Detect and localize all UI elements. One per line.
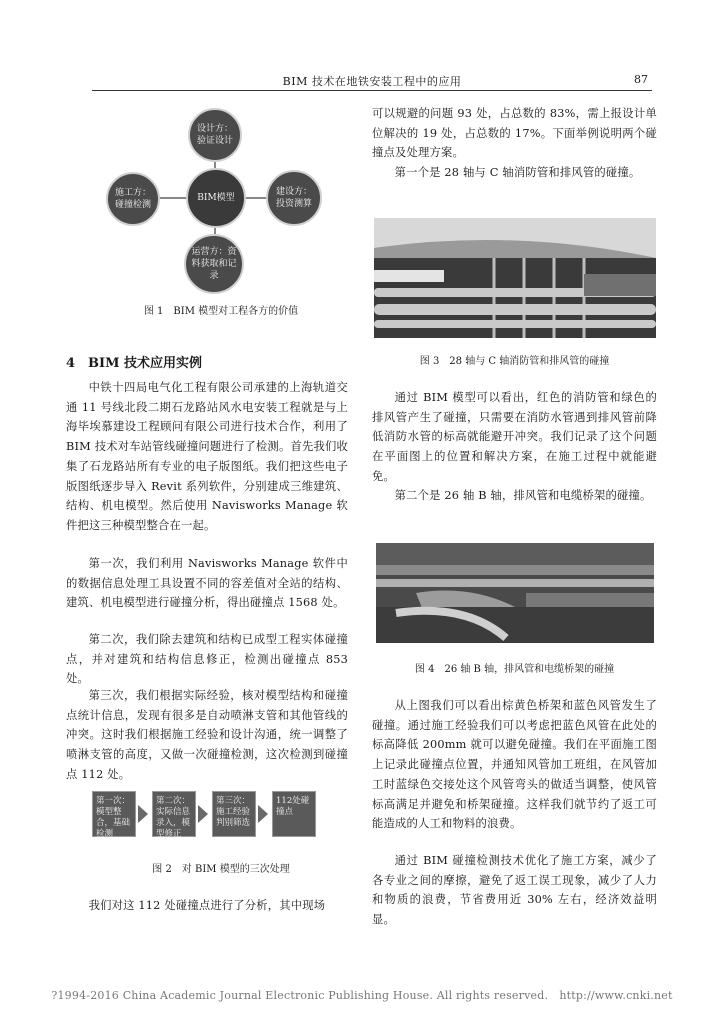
arrow-icon <box>198 805 208 823</box>
node-operator: 运营方：资料获取和记录 <box>184 234 244 294</box>
figure-2-caption: 图 2 对 BIM 模型的三次处理 <box>152 864 290 875</box>
figure-2-flowchart <box>92 785 322 843</box>
node-contractor: 施工方：碰撞检测 <box>106 172 160 226</box>
left-paragraph-2: 第一次，我们利用 Navisworks Manage 软件中的数据信息处理工具设置不同的容差值对全站的结构、建筑、机电模型进行碰撞分析，得出碰撞点 1568 处。 <box>66 557 348 610</box>
page-number: 87 <box>634 73 648 86</box>
figure-1-caption: 图 1 BIM 模型对工程各方的价值 <box>143 306 299 317</box>
arrow-icon <box>258 805 268 823</box>
figure-4-render <box>376 543 654 643</box>
copyright-footer: ?1994-2016 China Academic Journal Electronic Publishing House. All rights reserved. http://www.cnki.net <box>51 989 673 1002</box>
figure-1-diagram <box>104 106 326 296</box>
figure-4-photo <box>376 543 654 643</box>
step-2-box: 第二次：实际信息录入，模型修正 <box>152 791 196 837</box>
right-paragraph-1: 可以规避的问题 93 处，占总数的 83%，需上报设计单位解决的 19 处，占总数的 17%。下面举例说明两个碰撞点及处理方案。 <box>372 107 657 160</box>
left-paragraph-5: 我们对这 112 处碰撞点进行了分析，其中现场 <box>88 899 326 912</box>
step-3-box: 第三次：施工经验判别筛选 <box>212 791 256 837</box>
node-owner: 建设方：投资测算 <box>266 170 322 226</box>
running-header <box>92 72 652 91</box>
right-paragraph-5: 从上图我们可以看出棕黄色桥架和蓝色风管发生了碰撞。通过施工经验我们可以考虑把蓝色风管在此处的标高降低 200mm 就可以避免碰撞。我们在平面施工图上记录此碰撞点位置，并通知风管加工班组，在风管加工时蓝绿色交接处这个风管弯头的做适当调整，使风管标高满足并避免和桥架碰撞。这样我们就节约了返工可能造成的人工和物料的浪费。 <box>372 699 657 831</box>
left-paragraph-4: 第三次，我们根据实际经验，核对模型结构和碰撞点统计信息，发现有很多是自动喷淋支管和其他管线的冲突。这时我们根据施工经验和设计沟通，统一调整了喷淋支管的高度，又做一次碰撞检测，这次检测到碰撞点 112 处。 <box>66 689 348 781</box>
right-paragraph-6: 通过 BIM 碰撞检测技术优化了施工方案，减少了各专业之间的摩擦，避免了返工误工现象，减少了人力和物质的浪费，节省费用近 30% 左右，经济效益明显。 <box>372 854 657 927</box>
right-paragraph-4: 第二个是 26 轴 B 轴，排风管和电缆桥架的碰撞。 <box>394 489 652 502</box>
figure-3-caption: 图 3 28 轴与 C 轴消防管和排风管的碰撞 <box>419 356 610 367</box>
right-paragraph-3: 通过 BIM 模型可以看出，红色的消防管和绿色的排风管产生了碰撞，只需要在消防水管遇到排风管前降低消防水管的标高就能避开冲突。我们记录了这个问题在平面图上的位置和解决方案，在施工过程中就能避免。 <box>372 391 657 483</box>
left-paragraph-3: 第二次，我们除去建筑和结构已成型工程实体碰撞点，并对建筑和结构信息修正，检测出碰撞点 853 处。 <box>66 633 348 686</box>
step-1-box: 第一次：模型整合，基础检测 <box>92 791 136 837</box>
node-designer: 设计方：验证设计 <box>188 108 242 162</box>
figure-3-render <box>374 218 656 338</box>
journal-running-title: BIM 技术在地铁安装工程中的应用 <box>282 75 462 88</box>
left-paragraph-1: 中铁十四局电气化工程有限公司承建的上海轨道交通 11 号线北段二期石龙路站风水电安装工程就是与上海毕埃慕建设工程顾问有限公司进行技术合作，利用了 BIM 技术对车站管线碰撞问题进行了检测。首先我们收集了石龙路站所有专业的电子版图纸。我们把这些电子版图纸逐步导入 Revit 系列软件，分别建成三维建筑、结构、机电模型。然后使用 Navisworks Manage 软件把这三种模型整合在一起。 <box>66 381 348 532</box>
right-paragraph-2: 第一个是 28 轴与 C 轴消防管和排风管的碰撞。 <box>394 166 641 179</box>
node-bim-model: BIM模型 <box>186 168 246 228</box>
figure-3-photo <box>374 218 656 338</box>
figure-4-caption: 图 4 26 轴 B 轴，排风管和电缆桥架的碰撞 <box>414 664 615 675</box>
arrow-icon <box>138 805 148 823</box>
section-4-title: 4 BIM 技术应用实例 <box>66 356 203 371</box>
step-4-box: 112处碰撞点 <box>272 791 316 837</box>
